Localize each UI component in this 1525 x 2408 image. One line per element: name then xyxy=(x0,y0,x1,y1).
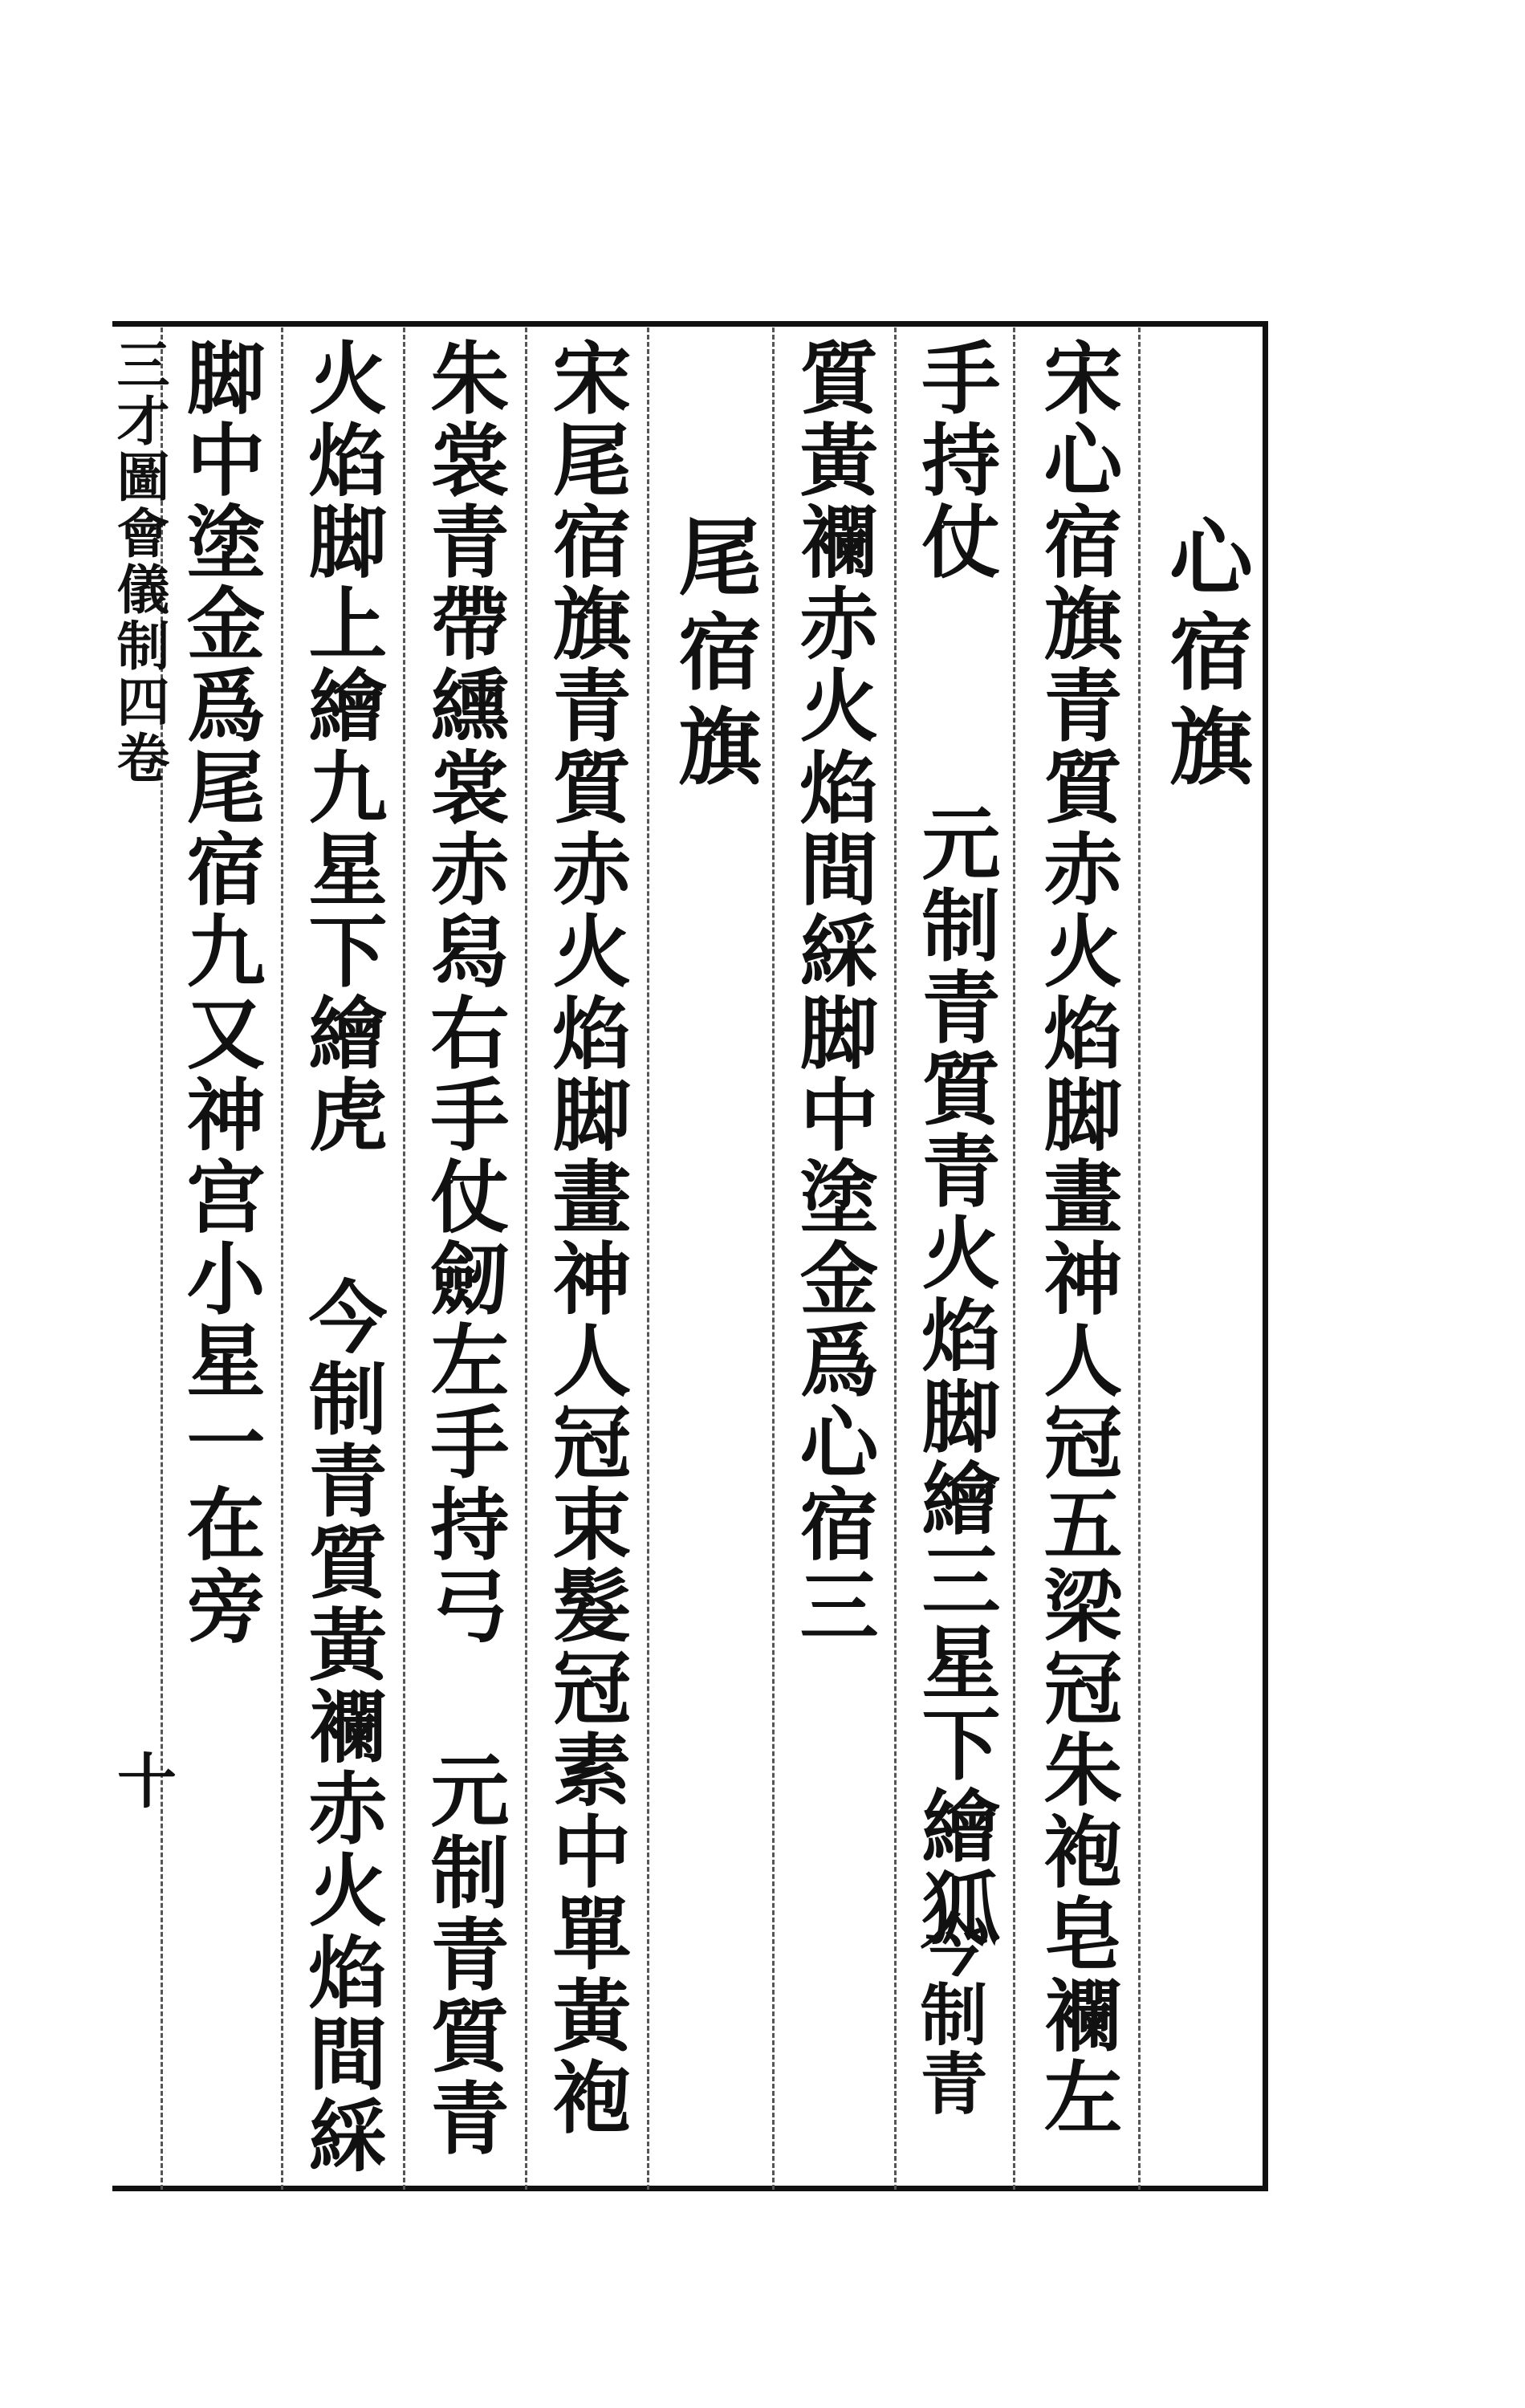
margin-book-title: 三才圖會儀制四卷 xyxy=(108,337,170,787)
column-rule xyxy=(894,327,897,2190)
column-rule xyxy=(1013,327,1015,2190)
section-heading: 尾宿旗 xyxy=(664,514,762,798)
text-column: 元制青質青火焰脚繪三星下繪狐 xyxy=(909,803,1001,1949)
column-rule xyxy=(525,327,527,2190)
column-rule xyxy=(772,327,775,2190)
text-column: 火焰脚上繪九星下繪虎 xyxy=(295,337,388,1156)
text-column: 朱裳青帶纁裳赤舄右手仗劒左手持弓 xyxy=(417,337,510,1647)
text-column: 宋心宿旗青質赤火焰脚畫神人冠五梁冠朱袍皂襴左 xyxy=(1031,337,1123,2138)
text-column: 元制青質青 xyxy=(417,1750,510,2159)
column-rule xyxy=(403,327,405,2190)
text-column: 宋尾宿旗青質赤火焰脚畫神人冠束髮冠素中單黃袍 xyxy=(539,337,632,2138)
column-rule xyxy=(1138,327,1141,2190)
text-column: 質黃襴赤火焰間綵脚中塗金爲心宿三 xyxy=(787,337,879,1647)
text-column: 今制青質黃襴赤火焰間綵 xyxy=(295,1276,388,2177)
section-heading: 心宿旗 xyxy=(1155,514,1254,798)
text-column: 脚中塗金爲尾宿九又神宫小星一在旁 xyxy=(173,337,266,1647)
text-column: 手持仗 xyxy=(909,337,1001,583)
text-column: 今制青 xyxy=(909,1910,989,2117)
margin-page-number: 十 xyxy=(108,1750,177,1809)
column-rule xyxy=(281,327,283,2190)
column-rule xyxy=(647,327,649,2190)
